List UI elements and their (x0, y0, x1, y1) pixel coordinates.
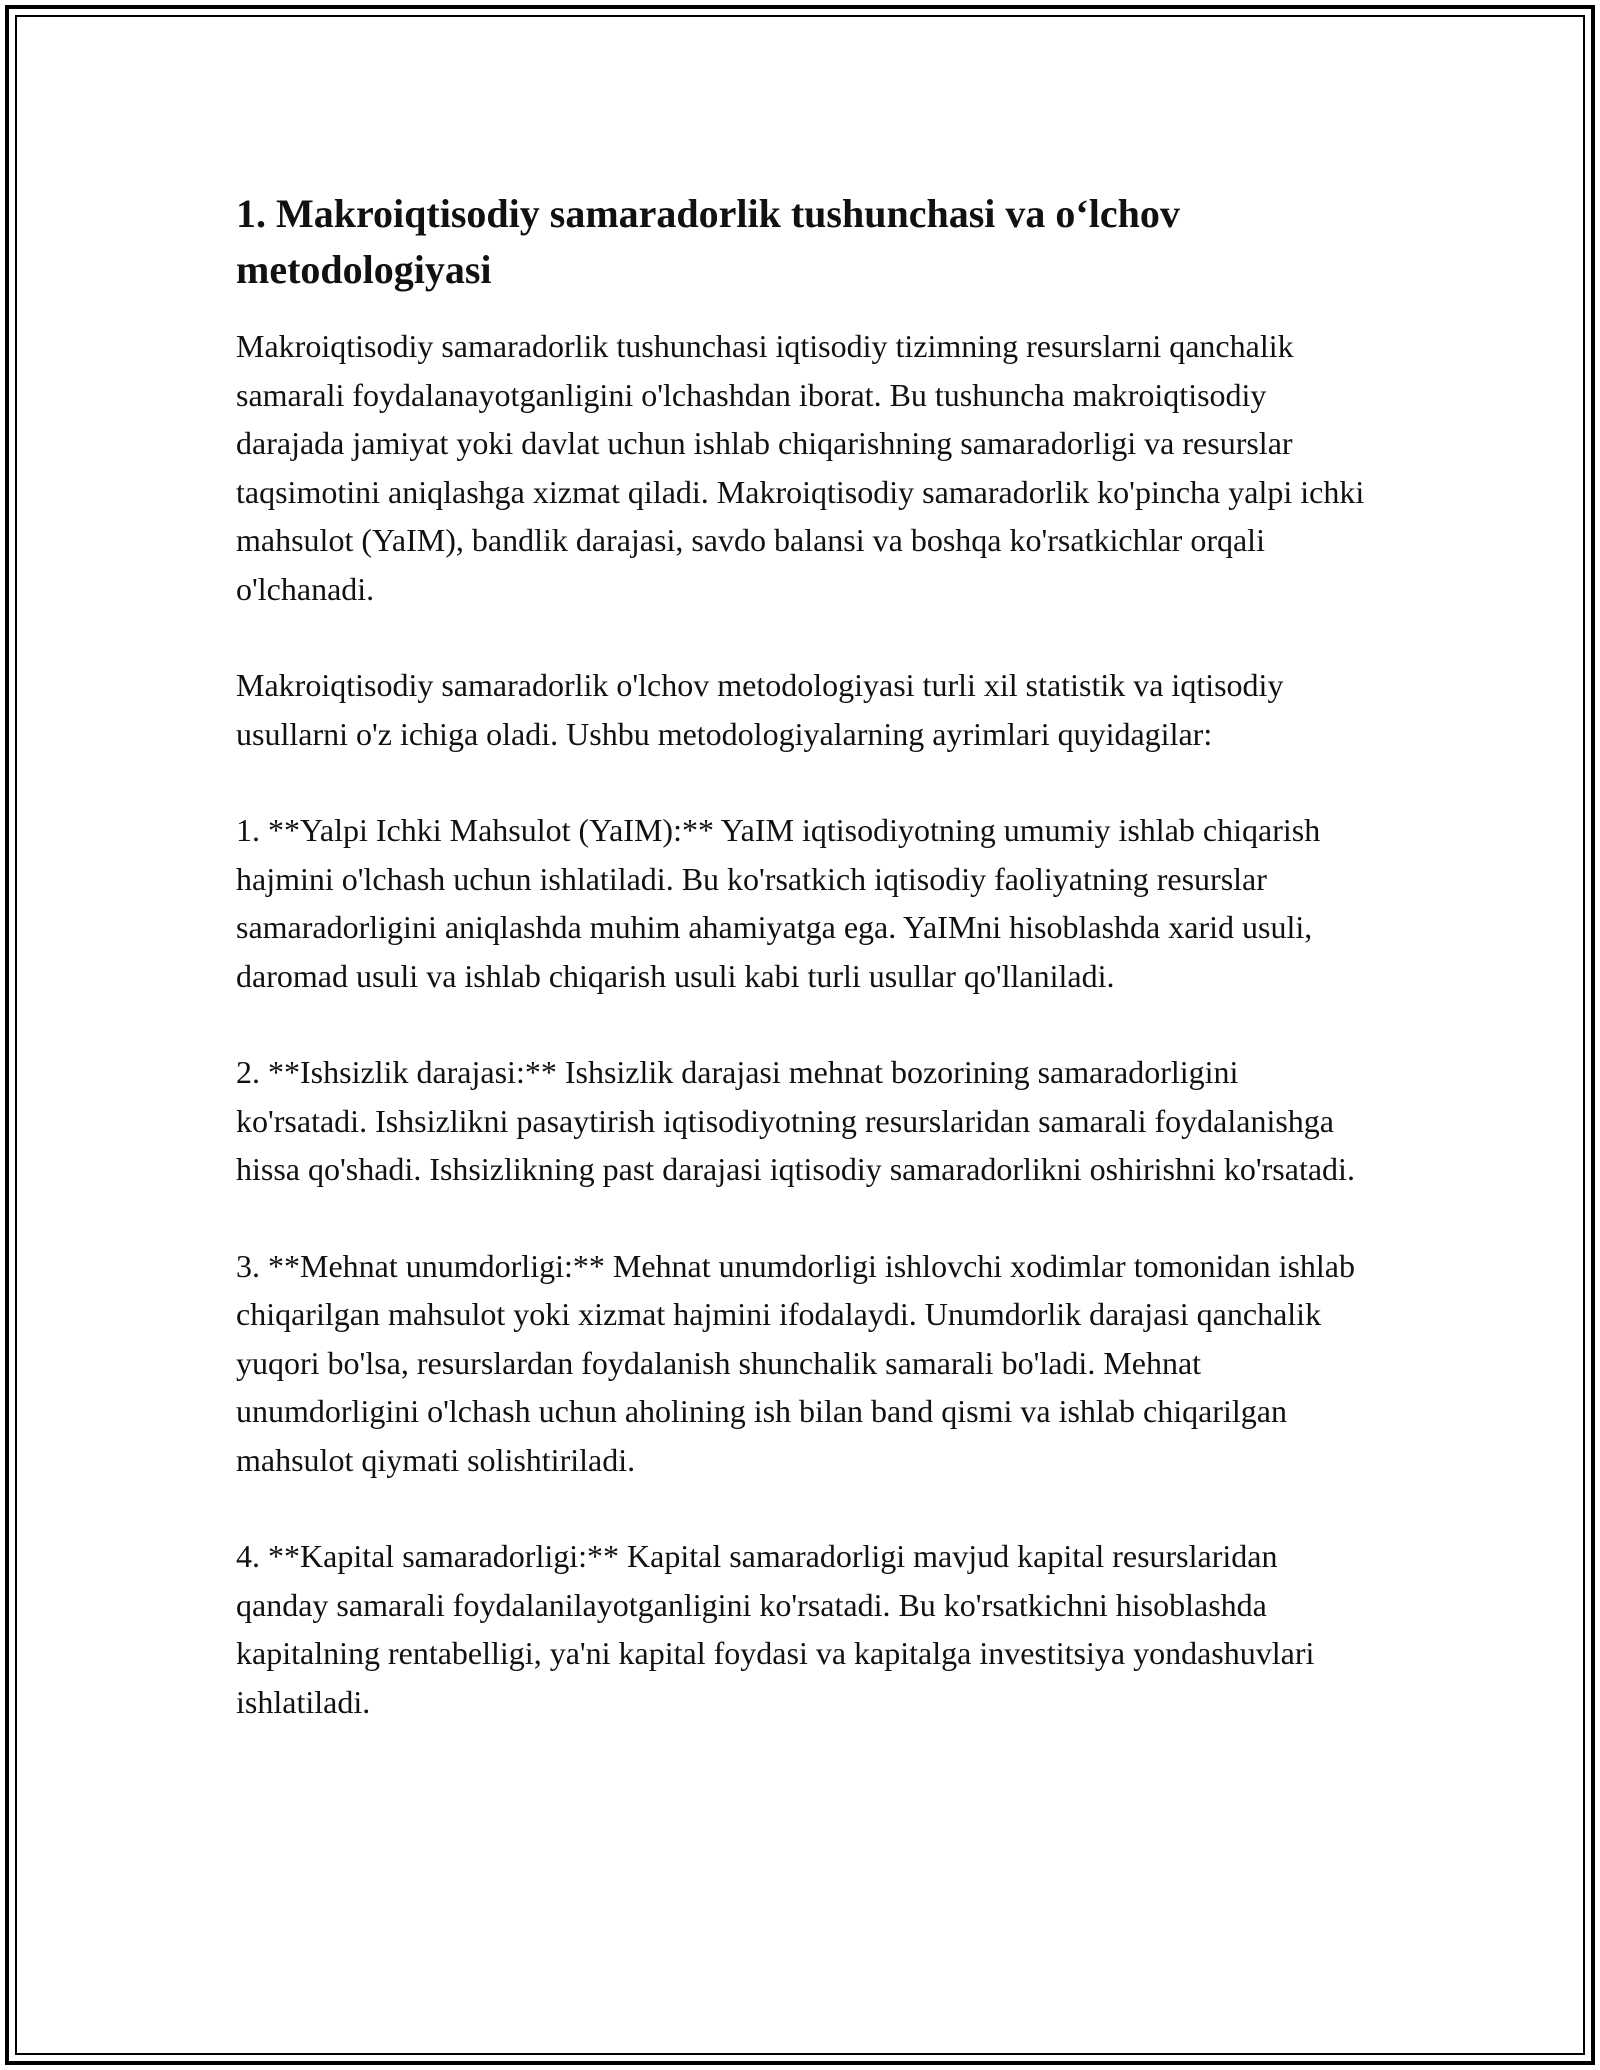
list-item-unemployment: 2. **Ishsizlik darajasi:** Ishsizlik darajasi mehnat bozorining samaradorligini ko'rsatadi. Ishsizlikni pasaytirish iqtisodiyotning resurslaridan samarali foydalanishga hissa qo'shadi. Ishsizlikning past darajasi iqtisodiy samaradorlikni oshirishni ko'rsatadi. (236, 1054, 1355, 1187)
paragraph-intro: Makroiqtisodiy samaradorlik tushunchasi iqtisodiy tizimning resurslarni qanchalik samarali foydalanayotganligini o'lchashdan iborat. Bu tushuncha makroiqtisodiy darajada jamiyat yoki davlat uchun ishlab chiqarishning samaradorligi va resurslar taqsimotini aniqlashga xizmat qiladi. Makroiqtisodiy samaradorlik ko'pincha yalpi ichki mahsulot (YaIM), bandlik darajasi, savdo balansi va boshqa ko'rsatkichlar orqali o'lchanadi. (236, 328, 1365, 607)
list-item-capital-efficiency: 4. **Kapital samaradorligi:** Kapital samaradorligi mavjud kapital resurslaridan qanday samarali foydalanilayotganligini ko'rsatadi. Bu ko'rsatkichni hisoblashda kapitalning rentabelligi, ya'ni kapital foydasi va kapitalga investitsiya yondashuvlari ishlatiladi. (236, 1538, 1315, 1720)
document-body (236, 186, 1376, 1726)
list-item-labor-productivity: 3. **Mehnat unumdorligi:** Mehnat unumdorligi ishlovchi xodimlar tomonidan ishlab chiqarilgan mahsulot yoki xizmat hajmini ifodalaydi. Unumdorlik darajasi qanchalik yuqori bo'lsa, resurslardan foydalanish shunchalik samarali bo'ladi. Mehnat unumdorligini o'lchash uchun aholining ish bilan band qismi va ishlab chiqarilgan mahsulot qiymati solishtiriladi. (236, 1247, 1355, 1478)
paragraph-methodology: Makroiqtisodiy samaradorlik o'lchov metodologiyasi turli xil statistik va iqtisodiy usullarni o'z ichiga oladi. Ushbu metodologiyalarning ayrimlari quyidagilar: (236, 667, 1284, 752)
document-title: 1. Makroiqtisodiy samaradorlik tushunchasi va o‘lchov metodologiyasi (236, 191, 1180, 292)
list-item-gdp: 1. **Yalpi Ichki Mahsulot (YaIM):** YaIM iqtisodiyotning umumiy ishlab chiqarish hajmini o'lchash uchun ishlatiladi. Bu ko'rsatkich iqtisodiy faoliyatning resurslar samaradorligini aniqlashda muhim ahamiyatga ega. YaIMni hisoblashda xarid usuli, daromad usuli va ishlab chiqarish usuli kabi turli usullar qo'llaniladi. (236, 812, 1321, 994)
